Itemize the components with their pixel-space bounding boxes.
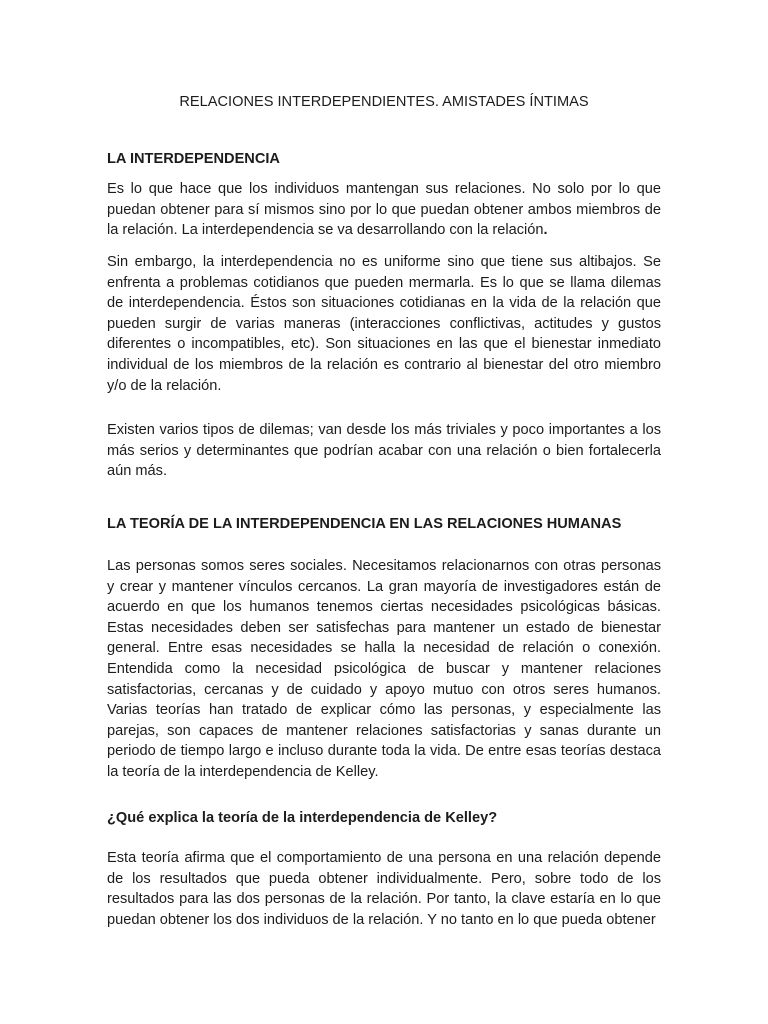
paragraph (107, 179, 661, 241)
page-title: RELACIONES INTERDEPENDIENTES. AMISTADES ÍNTIMAS (179, 94, 589, 110)
paragraph: Las personas somos seres sociales. Necesitamos relacionarnos con otras personas y crear y mantener vínculos cercanos. La gran mayoría de investigadores están de acuerdo en que los humanos tenemos ciertas necesidades psicológicas básicas. Estas necesidades deben ser satisfechas para mantener un estado de bienestar general. Entre esas necesidades se halla la necesidad de relación o conexión. Entendida como la necesidad psicológica de buscar y mantener relaciones satisfactorias, cercanas y de cuidado y apoyo mutuo con otros seres humanos. Varias teorías han tratado de explicar cómo las personas, y especialmente las parejas, son capaces de mantener relaciones satisfactorias y sanas durante un periodo de tiempo largo e incluso durante toda la vida. De entre esas teorías destaca la teoría de la interdependencia de Kelley. (107, 558, 661, 780)
paragraph-text: Es lo que hace que los individuos mantengan sus relaciones. No solo por lo que puedan obtener para sí mismos sino por lo que puedan obtener ambos miembros de la relación. La interdependencia se va desarrollando con la relación (107, 181, 661, 239)
paragraph: Sin embargo, la interdependencia no es uniforme sino que tiene sus altibajos. Se enfrenta a problemas cotidianos que pueden mermarla. Es lo que se llama dilemas de interdependencia. Éstos son situaciones cotidianas en la vida de la relación que pueden surgir de varias maneras (interacciones conflictivas, actitudes y gustos diferentes o incompatibles, etc). Son situaciones en las que el bienestar inmediato individual de los miembros de la relación es contrario al bienestar del otro miembro y/o de la relación. (107, 254, 661, 394)
paragraph-end-mark: . (543, 222, 548, 239)
heading-kelley-question: ¿Qué explica la teoría de la interdependencia de Kelley? (107, 810, 498, 826)
heading-teoria-interdependencia: LA TEORÍA DE LA INTERDEPENDENCIA EN LAS RELACIONES HUMANAS (107, 516, 622, 532)
paragraph: Existen varios tipos de dilemas; van desde los más triviales y poco importantes a los más serios y determinantes que podrían acabar con una relación o bien fortalecerla aún más. (107, 422, 661, 480)
heading-la-interdependencia: LA INTERDEPENDENCIA (107, 151, 280, 167)
paragraph: Esta teoría afirma que el comportamiento de una persona en una relación depende de los resultados que pueda obtener individualmente. Pero, sobre todo de los resultados para las dos personas de la relación. Por tanto, la clave estaría en lo que puedan obtener los dos individuos de la relación. Y no tanto en lo que pueda obtener (107, 850, 661, 928)
